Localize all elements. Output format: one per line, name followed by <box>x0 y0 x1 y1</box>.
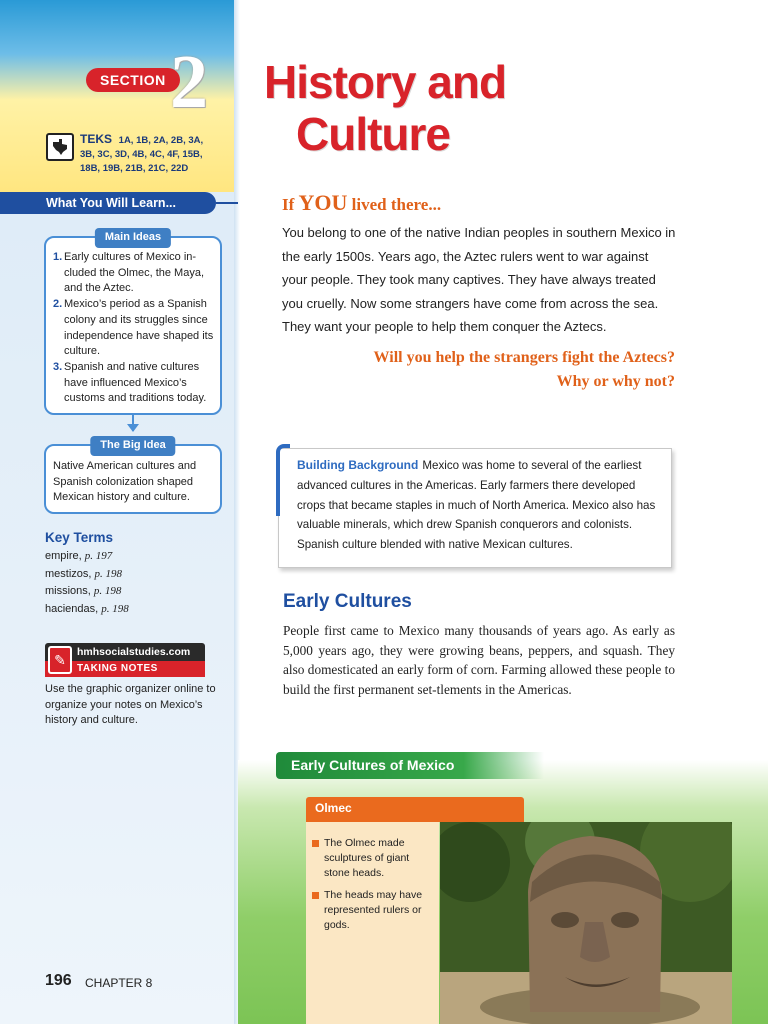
key-term <box>45 548 129 566</box>
what-you-will-learn-bar: What You Will Learn... <box>0 192 216 214</box>
main-idea-1 <box>53 250 214 297</box>
olmec-head-photo <box>440 822 732 1024</box>
learn-bar-rule <box>216 202 238 204</box>
main-ideas-header: Main Ideas <box>95 228 171 248</box>
if-you-you: YOU <box>298 190 348 215</box>
taking-notes-label: TAKING NOTES <box>45 661 205 677</box>
if-you-pre: If <box>282 195 295 214</box>
feature-title: Early Cultures of Mexico <box>276 752 544 779</box>
key-terms-title: Key Terms <box>45 530 114 545</box>
section-number: 2 <box>170 40 208 124</box>
big-idea-text: Native American cultures and Spanish colonization shaped Mexican history and culture. <box>53 460 197 504</box>
scenario-question <box>282 346 675 394</box>
background-bracket <box>276 444 290 516</box>
question-line-2: Why or why not? <box>556 373 675 390</box>
notes-icon: ✎ <box>48 646 72 674</box>
title-line-1: History and <box>264 56 507 108</box>
olmec-fact <box>312 888 436 933</box>
key-term-word: mestizos, <box>45 567 92 580</box>
main-idea-text: Mexico’s period as a Spanish colony and its struggles since independence have shaped its culture. <box>64 298 214 358</box>
bullet-icon <box>312 840 319 847</box>
key-term-word: empire, <box>45 550 82 562</box>
notes-instructions: Use the graphic organizer online to organize your notes on Mexico’s history and culture. <box>45 683 216 727</box>
key-term-page: p. 198 <box>101 602 129 615</box>
big-idea-header: The Big Idea <box>90 436 175 456</box>
key-term <box>45 566 129 584</box>
olmec-fact-text: The heads may have represented rulers or gods. <box>324 889 423 931</box>
olmec-fact <box>312 836 436 881</box>
key-term-page: p. 198 <box>93 585 122 597</box>
key-term <box>45 583 129 601</box>
scenario-text: You belong to one of the native Indian peoples in southern Mexico in the early 1500s. Years ago, the Aztec rulers went to war against your people. They took many captives. They have always treated you cruelly. Now some strangers have come from across the sea. They want your people to help them conquer the Aztecs. <box>282 225 676 334</box>
page-number: 196 <box>45 972 72 989</box>
question-line-1: Will you help the strangers fight the Aztecs? <box>373 349 675 366</box>
key-term-word: missions, <box>45 585 91 597</box>
if-you-lived-there-heading <box>282 190 441 216</box>
online-notes-link[interactable] <box>45 643 205 677</box>
main-idea-number: 1. <box>53 251 63 263</box>
building-background-text <box>297 456 665 555</box>
key-term-word: haciendas, <box>45 602 99 615</box>
main-idea-number: 2. <box>53 298 63 311</box>
texas-shape-icon <box>50 137 70 157</box>
chapter-label: CHAPTER 8 <box>85 976 153 990</box>
teks-standards <box>80 132 220 176</box>
olmec-head-illustration <box>440 822 732 1024</box>
teks-label: TEKS <box>80 132 113 146</box>
key-terms-list <box>45 548 129 618</box>
building-background-label: Building Background <box>297 458 419 472</box>
big-idea-box <box>44 439 222 514</box>
key-term <box>45 601 129 619</box>
olmec-tab: Olmec <box>306 797 524 822</box>
website-label[interactable]: hmhsocialstudies.com <box>45 643 205 661</box>
section-label: SECTION <box>86 68 180 92</box>
page-title <box>264 56 506 160</box>
down-arrow-icon <box>127 424 139 432</box>
main-idea-text: Early cultures of Mexico in-cluded the Olmec, the Maya, and the Aztec. <box>64 251 205 295</box>
main-idea-2 <box>53 297 214 360</box>
early-cultures-heading: Early Cultures <box>283 591 412 612</box>
teks-codes: 1A, 1B, 2A, 2B, 3A, 3B, 3C, 3D, 4B, 4C, 4F, 15B, 18B, 19B, 21B, 21C, 22D <box>80 135 204 174</box>
early-cultures-text: People first came to Mexico many thousands of years ago. As early as 5,000 years ago, they were growing beans, peppers, and squash. They also domesticated an early form of corn. Farming allowed these people to build the first permanent set-tlements in the Americas. <box>283 623 675 697</box>
title-line-2: Culture <box>296 108 450 160</box>
key-term-page: p. 198 <box>94 567 123 580</box>
if-you-post: lived there... <box>351 195 442 214</box>
building-background-body: Mexico was home to several of the earliest advanced cultures in the Americas. Early farmers there developed crops that became staples in much of North America. Mexico also has valuable minerals, which drew Spanish conquerors and colonists. Spanish culture blended with native Mexican cultures. <box>297 459 656 552</box>
key-term-page: p. 197 <box>84 550 113 562</box>
main-idea-number: 3. <box>53 360 63 373</box>
olmec-facts <box>312 836 436 940</box>
olmec-fact-text: The Olmec made sculptures of giant stone heads. <box>324 837 410 879</box>
main-idea-3 <box>53 360 214 407</box>
main-ideas-box <box>44 231 222 415</box>
main-idea-text: Spanish and native cultures have influenced Mexico’s customs and traditions today. <box>64 360 207 405</box>
bullet-icon <box>312 892 319 899</box>
texas-icon <box>46 133 74 161</box>
